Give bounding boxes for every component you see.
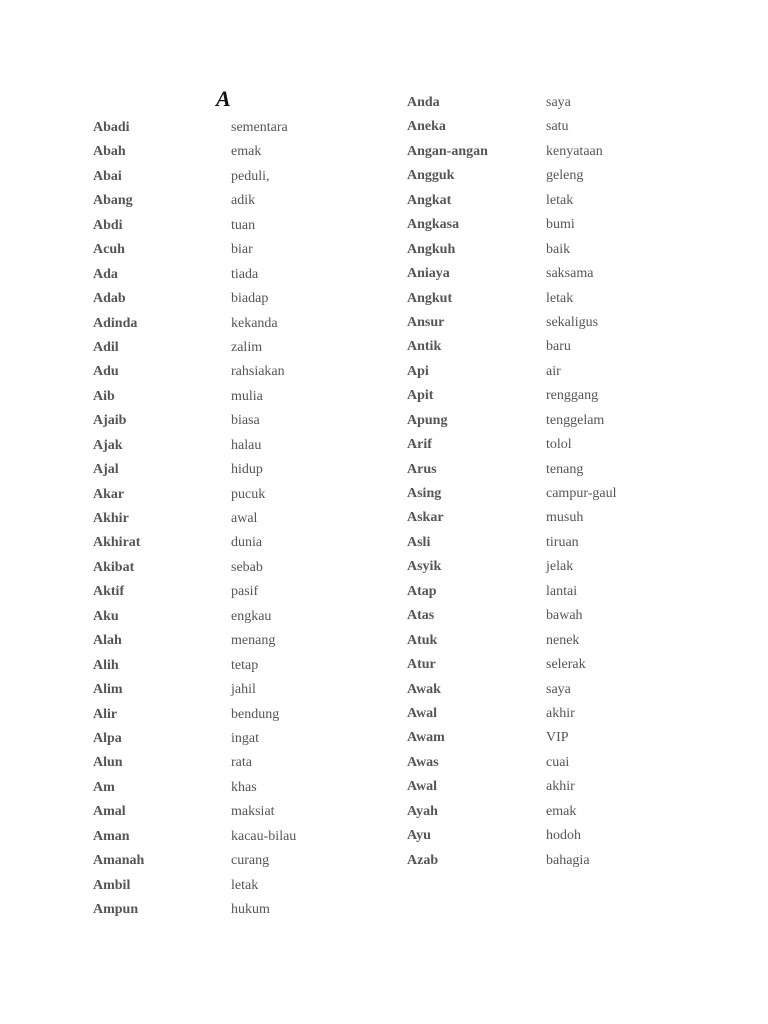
headword: Awak xyxy=(407,681,441,697)
antonym: tenggelam xyxy=(546,412,605,428)
headword: Angkuh xyxy=(407,241,456,257)
headword: Aku xyxy=(93,608,119,624)
headword: Atap xyxy=(407,583,437,599)
headword: Ajak xyxy=(93,437,123,453)
antonym: khas xyxy=(231,779,257,795)
headword: Awas xyxy=(407,754,439,770)
antonym: mulia xyxy=(231,388,263,404)
headword: Alpa xyxy=(93,730,122,746)
headword: Alih xyxy=(93,657,119,673)
headword: Arus xyxy=(407,461,437,477)
headword: Alir xyxy=(93,706,118,722)
antonym: jahil xyxy=(231,682,256,698)
antonym: musuh xyxy=(546,510,584,526)
headword: Aneka xyxy=(407,119,446,135)
antonym: biadap xyxy=(231,291,269,307)
headword: Arif xyxy=(407,437,432,453)
headword: Ayah xyxy=(407,803,438,819)
antonym: sekaligus xyxy=(546,314,599,330)
antonym: rata xyxy=(231,755,252,771)
antonym: saya xyxy=(546,95,571,110)
antonym: biar xyxy=(231,242,253,258)
headword: Ajal xyxy=(93,462,119,478)
headword: Alim xyxy=(93,682,123,698)
headword: Atuk xyxy=(407,632,438,648)
headword: Awal xyxy=(407,705,438,721)
antonym: emak xyxy=(546,803,577,819)
antonym: maksiat xyxy=(231,804,275,820)
headword: Abang xyxy=(93,193,133,209)
antonym: hodoh xyxy=(546,828,581,844)
antonym: curang xyxy=(231,853,270,869)
headword: Ampun xyxy=(93,902,139,917)
antonym: saksama xyxy=(546,266,594,282)
headword: Abai xyxy=(93,168,122,184)
antonym: peduli, xyxy=(231,168,270,184)
headword: Alun xyxy=(93,755,123,771)
headword: Apung xyxy=(407,412,448,428)
headword: Amal xyxy=(93,804,126,820)
headword: Akar xyxy=(93,486,125,502)
antonym: lantai xyxy=(546,583,578,599)
headword: Ansur xyxy=(407,314,445,330)
headword: Askar xyxy=(407,510,444,526)
headword: Abadi xyxy=(93,120,130,135)
antonym: sebab xyxy=(231,559,263,575)
headword: Acuh xyxy=(93,242,125,258)
antonym: tolol xyxy=(546,437,572,453)
antonym: renggang xyxy=(546,388,599,404)
headword: Abdi xyxy=(93,217,123,233)
headword: Akibat xyxy=(93,559,135,575)
antonym: tenang xyxy=(546,461,584,477)
antonym: dunia xyxy=(231,535,263,551)
antonym: zalim xyxy=(231,339,263,355)
antonym: satu xyxy=(546,119,569,135)
headword: Asyik xyxy=(407,559,442,575)
antonym: geleng xyxy=(546,168,584,184)
headword: Ajaib xyxy=(93,413,127,429)
antonym: baru xyxy=(546,339,571,355)
antonym: kekanda xyxy=(231,315,278,331)
antonym: bumi xyxy=(546,217,575,233)
antonym: air xyxy=(546,363,561,379)
antonym: saya xyxy=(546,681,571,697)
headword: Adil xyxy=(93,339,119,355)
antonym: tetap xyxy=(231,657,259,673)
antonym: hidup xyxy=(231,462,263,478)
antonym: pucuk xyxy=(231,486,266,502)
antonym: awal xyxy=(231,511,258,526)
antonym: letak xyxy=(546,290,574,306)
antonym: cuai xyxy=(546,754,570,770)
antonym: adik xyxy=(231,193,256,209)
headword: Aib xyxy=(93,388,115,404)
headword: Asli xyxy=(407,534,431,550)
antonym: emak xyxy=(231,144,262,160)
antonym: tiada xyxy=(231,266,259,282)
antonym: akhir xyxy=(546,779,575,795)
headword: Angkat xyxy=(407,192,452,208)
headword: Abah xyxy=(93,144,126,160)
headword: Ada xyxy=(93,266,118,282)
antonym: kenyataan xyxy=(546,143,603,159)
antonym: ingat xyxy=(231,730,259,746)
antonym: nenek xyxy=(546,632,580,648)
headword: Angan-angan xyxy=(407,143,488,159)
antonym: bahagia xyxy=(546,852,590,868)
headword: Awam xyxy=(407,730,445,746)
headword: Anda xyxy=(407,95,440,110)
antonym: tuan xyxy=(231,217,256,233)
antonym: pasif xyxy=(231,584,259,600)
antonym: selerak xyxy=(546,657,586,673)
headword: Aniaya xyxy=(407,266,450,282)
headword: Adu xyxy=(93,364,119,380)
headword: Api xyxy=(407,363,429,379)
headword: Angkasa xyxy=(407,217,460,233)
headword: Angguk xyxy=(407,168,455,184)
headword: Apit xyxy=(407,388,434,404)
headword: Awal xyxy=(407,779,438,795)
antonym: hukum xyxy=(231,902,270,917)
antonym: bendung xyxy=(231,706,280,722)
antonym: biasa xyxy=(231,413,260,429)
headword: Alah xyxy=(93,633,122,649)
headword: Azab xyxy=(407,852,439,868)
headword: Adab xyxy=(93,291,126,307)
antonym: jelak xyxy=(546,559,574,575)
headword: Ayu xyxy=(407,828,431,844)
headword: Adinda xyxy=(93,315,138,331)
headword: Akhir xyxy=(93,511,129,526)
antonym: letak xyxy=(231,877,259,893)
headword: Atur xyxy=(407,657,436,673)
headword: Angkut xyxy=(407,290,453,306)
antonym: kacau-bilau xyxy=(231,828,297,844)
headword: Atas xyxy=(407,608,435,624)
headword: Amanah xyxy=(93,853,145,869)
antonym: baik xyxy=(546,241,571,257)
antonym: engkau xyxy=(231,608,272,624)
antonym: VIP xyxy=(546,730,569,746)
antonym: letak xyxy=(546,192,574,208)
antonym: tiruan xyxy=(546,534,579,550)
headword: Ambil xyxy=(93,877,131,893)
antonym: bawah xyxy=(546,608,583,624)
antonym: akhir xyxy=(546,705,575,721)
antonym: halau xyxy=(231,437,262,453)
headword: Aman xyxy=(93,828,130,844)
headword: Akhirat xyxy=(93,535,141,551)
headword: Antik xyxy=(407,339,442,355)
headword: Asing xyxy=(407,486,442,501)
antonym: rahsiakan xyxy=(231,364,285,380)
section-letter-heading: A xyxy=(216,86,231,111)
antonym: sementara xyxy=(231,120,288,135)
headword: Aktif xyxy=(93,584,125,600)
headword: Am xyxy=(93,779,115,795)
antonym: menang xyxy=(231,633,276,649)
antonym: campur-gaul xyxy=(546,486,617,501)
